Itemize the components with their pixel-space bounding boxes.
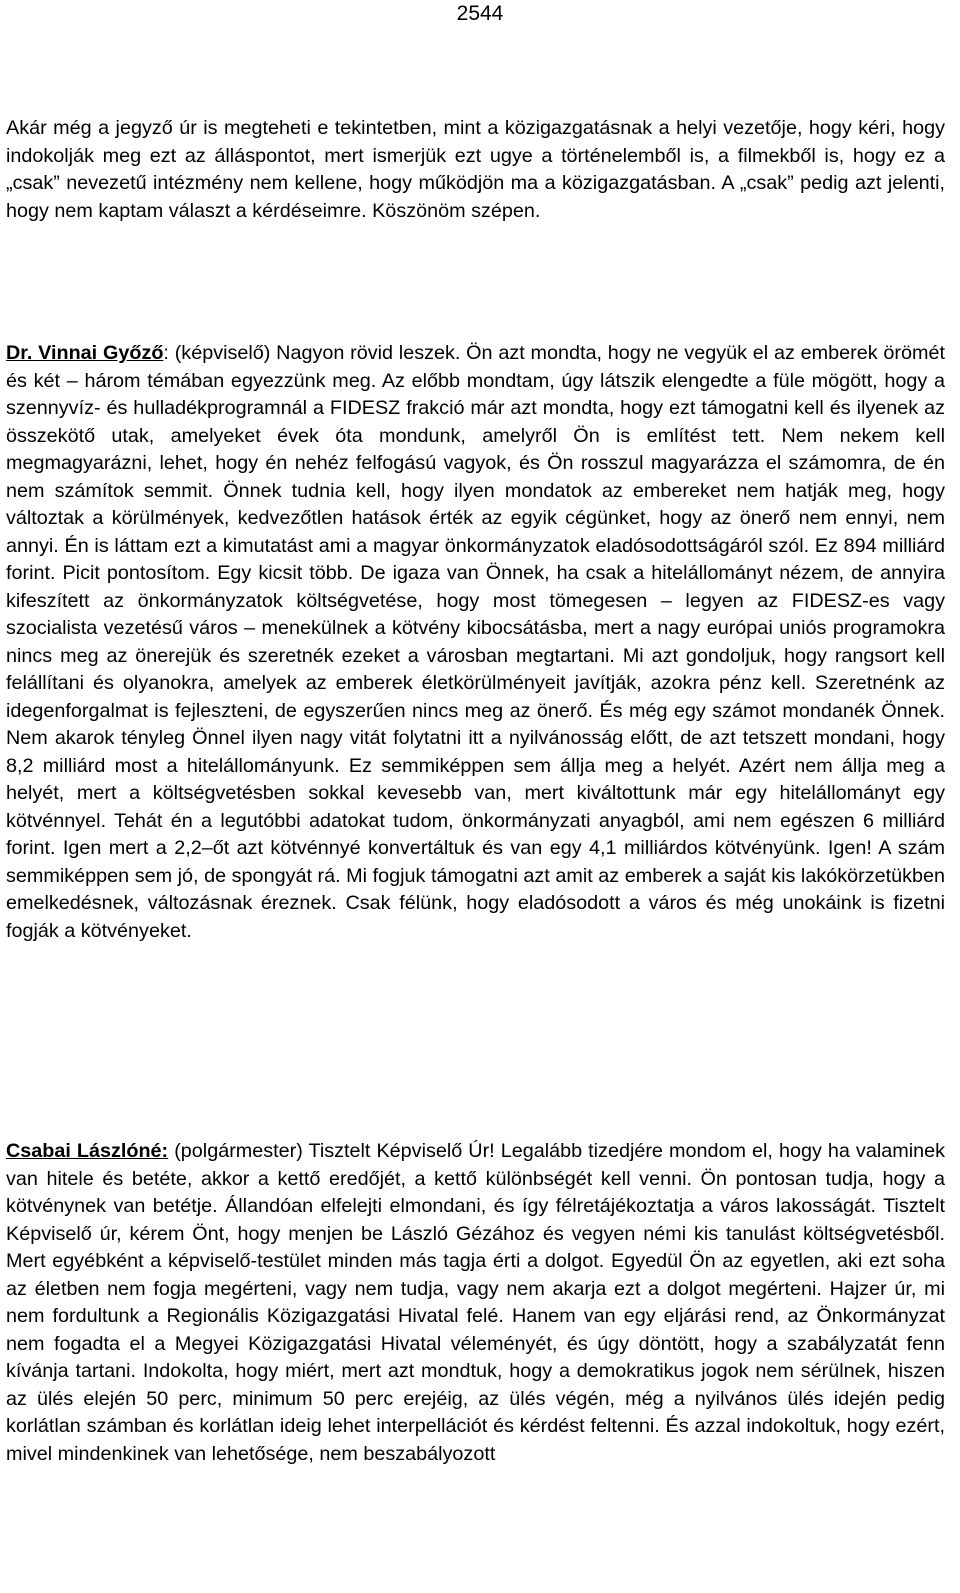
speech-text: Tisztelt Képviselő Úr! Legalább tizedjére mondom el, hogy ha valaminek van hitele és betéte, akkor a kettő eredőjét, a kettő különbségét kell venni. Ön pontosan tudja, hogy a kötvénynek van betétje. Állandóan elfelejti elmondani, és így félretájékoztatja a város lakosságát. Tisztelt Képviselő úr, kérem Önt, hogy menjen be László Gézához és vegyen némi kis tanulást költségvetésből. Mert egyébként a képviselő-testület minden más tagja érti a dolgot. Egyedül Ön az egyetlen, aki ezt soha az életben nem fogja megérteni, vagy nem tudja, vagy nem akarja ezt a dolgot megérteni. Hajzer úr, mi nem fordultunk a Regionális Közigazgatási Hivatal felé. Hanem van egy eljárási rend, az Önkormányzat nem fogadta el a Megyei Közigazgatási Hivatal véleményét, és úgy döntött, hogy a szabályzatát fenn kívánja tartani. Indokolta, hogy miért, mert azt mondtuk, hogy a demokratikus jogok nem sérülnek, hiszen az ülés elején 50 perc, minimum 50 perc erejéig, az ülés végén, még a nyilvános ülés idején pedig korlátlan számban és korlátlan ideig lehet interpellációt és kérdést feltenni. És azzal indokoltuk, hogy ezért, mivel mindenkinek van lehetősége, nem beszabályozott xyxy=(6,1140,945,1465)
speech-paragraph xyxy=(6,1138,945,1468)
speech-paragraph xyxy=(6,340,945,945)
speaker-role: : (képviselő) xyxy=(163,342,277,364)
paragraph-text: Akár még a jegyző úr is megteheti e tekintetben, mint a közigazgatásnak a helyi vezetője, hogy kéri, hogy indokolják meg ezt az álláspontot, mert ismerjük ezt ugye a történelemből is, a filmekből is, hogy ez a „csak” nevezetű intézmény nem kellene, hogy működjön ma a közigazgatásban. A „csak” pedig azt jelenti, hogy nem kaptam választ a kérdéseimre. Köszönöm szépen. xyxy=(6,117,945,222)
speaker-role: (polgármester) xyxy=(168,1140,309,1162)
speech-text: Nagyon rövid leszek. Ön azt mondta, hogy ne vegyük el az emberek örömét és két – három témában egyezzünk meg. Az előbb mondtam, úgy látszik elengedte a füle mögött, hogy a szennyvíz- és hulladékprogramnál a FIDESZ frakció már azt mondta, hogy ezt támogatni kell és ilyenek az összekötő utak, amelyeket évek óta mondunk, amelyről Ön is említést tett. Nem nekem kell megmagyarázni, lehet, hogy én nehéz felfogású vagyok, és Ön rosszul magyarázza el számomra, de én nem számítok semmit. Önnek tudnia kell, hogy ilyen mondatok az embereket nem hatják meg, hogy változtak a körülmények, kedvezőtlen hatások érték az egyik cégünket, hogy az önerő nem ennyi, nem annyi. Én is láttam ezt a kimutatást ami a magyar önkormányzatok eladósodottságáról szól. Ez 894 milliárd forint. Picit pontosítom. Egy kicsit több. De igaza van Önnek, ha csak a hitelállományt nézem, de annyira kifeszített az önkormányzatok költségvetése, hogy most tömegesen – legyen az FIDESZ-es vagy szocialista vezetésű város – menekülnek a kötvény kibocsátásba, mert a nagy európai uniós programokra nincs meg az önerejük és szeretnék ezeket a városban megtartani. Mi azt gondoljuk, hogy rangsort kell felállítani és olyanokra, amelyek az emberek életkörülményeit javítják, azokra pénz kell. Szeretnénk az idegenforgalmat is fejleszteni, de egyszerűen nincs meg az önerő. És még egy számot mondanék Önnek. Nem akarok tényleg Önnel ilyen nagy vitát folytatni itt a nyilvánosság előtt, de azt tetszett mondani, hogy 8,2 milliárd most a hitelállományunk. Ez semmiképpen sem állja meg a helyét. Azért nem állja meg a helyét, mert a költségvetésben sokkal kevesebb van, mert kiváltottunk már egy hitelállományt egy kötvénnyel. Tehát én a legutóbbi adatokat tudom, önkormányzati anyagból, ami nem egészen 6 milliárd forint. Igen mert a 2,2–őt azt kötvénnyé konvertáltuk és van egy 4,1 milliárdos kötvényünk. Igen! A szám semmiképpen sem jó, de spongyát rá. Mi fogjuk támogatni azt amit az emberek a saját kis lakókörzetükben emelkedésnek, változásnak éreznek. Csak félünk, hogy eladósodott a város és még unokáink is fizetni fogják a kötvényeket. xyxy=(6,342,945,942)
speaker-name: Dr. Vinnai Győző xyxy=(6,342,164,364)
paragraph xyxy=(6,115,945,225)
page-number: 2544 xyxy=(456,2,504,25)
speaker-name: Csabai Lászlóné: xyxy=(6,1140,169,1162)
